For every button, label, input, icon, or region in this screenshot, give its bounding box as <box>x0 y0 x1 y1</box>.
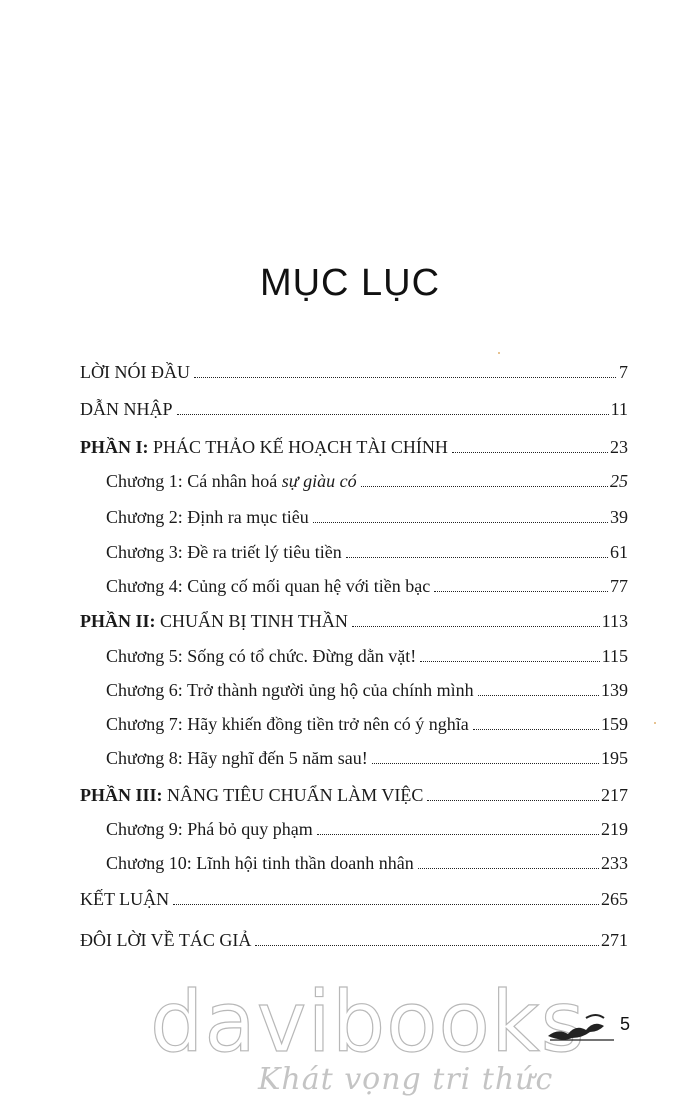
toc-entry-text: Chương 10: Lĩnh hội tinh thần doanh nhân <box>106 853 414 873</box>
toc-entry-title <box>106 852 414 874</box>
toc-entry-text: ĐÔI LỜI VỀ TÁC GIẢ <box>80 930 252 950</box>
publisher-logo-icon <box>546 1010 616 1044</box>
toc-entry-text: Chương 3: Đề ra triết lý tiêu tiền <box>106 542 342 562</box>
toc-section-entry <box>80 610 628 632</box>
toc-entry-title <box>80 361 190 383</box>
toc-section-entry <box>80 361 628 383</box>
toc-entry-title <box>106 713 469 735</box>
toc-entry-text: PHÁC THẢO KẾ HOẠCH TÀI CHÍNH <box>148 437 448 457</box>
toc-section-entry <box>80 436 628 458</box>
page-number: 5 <box>620 1014 631 1034</box>
toc-entry-title <box>106 541 342 563</box>
dot-leader <box>452 452 608 453</box>
toc-page-number: 115 <box>601 646 628 666</box>
toc-chapter-entry <box>106 645 628 667</box>
dot-leader <box>473 729 599 730</box>
dot-leader <box>313 522 608 523</box>
toc-entry-text: NÂNG TIÊU CHUẨN LÀM VIỆC <box>162 785 424 805</box>
dot-leader <box>177 414 609 415</box>
toc-page-number: 61 <box>610 542 628 562</box>
toc-chapter-entry <box>106 713 628 735</box>
toc-page-number: 265 <box>601 889 628 909</box>
dot-leader <box>434 591 608 592</box>
toc-entry-text: CHUẨN BỊ TINH THẦN <box>155 611 348 631</box>
toc-page-number: 77 <box>610 576 628 596</box>
toc-page-number: 219 <box>601 819 628 839</box>
toc-part-prefix: PHẦN I: <box>80 437 149 457</box>
toc-entry-title <box>80 784 423 806</box>
toc-page-number: 7 <box>619 362 628 382</box>
toc-entry-italic: sự giàu có <box>281 471 357 491</box>
toc-chapter-entry <box>106 679 628 701</box>
toc-page-number: 113 <box>601 611 628 631</box>
dot-leader <box>352 626 600 627</box>
dot-leader <box>418 868 599 869</box>
toc-entry-title <box>106 679 474 701</box>
toc-entry-text: KẾT LUẬN <box>80 889 170 909</box>
toc-section-entry <box>80 398 628 420</box>
toc-chapter-entry <box>106 818 628 840</box>
watermark-tagline: Khát vọng tri thức <box>258 1062 554 1097</box>
dot-leader <box>317 834 599 835</box>
toc-entry-title <box>80 888 169 910</box>
dot-leader <box>346 557 608 558</box>
watermark-brand: davibooks <box>150 973 586 1071</box>
toc-chapter-entry <box>106 747 628 769</box>
toc-chapter-entry <box>106 575 628 597</box>
toc-section-entry <box>80 929 628 951</box>
toc-page-number: 217 <box>601 785 628 805</box>
toc-section-entry <box>80 888 628 910</box>
dot-leader <box>427 800 599 801</box>
toc-page-number: 195 <box>601 748 628 768</box>
toc-entry-text: Chương 4: Củng cố mối quan hệ với tiền bạc <box>106 576 431 596</box>
toc-entry-title <box>106 506 309 528</box>
dot-leader <box>255 945 599 946</box>
dot-leader <box>372 763 599 764</box>
toc-entry-text: LỜI NÓI ĐẦU <box>80 362 190 382</box>
dot-leader <box>420 661 599 662</box>
dot-leader <box>478 695 599 696</box>
dot-leader <box>173 904 599 905</box>
toc-entry-title <box>106 818 313 840</box>
toc-page-number: 23 <box>610 437 628 457</box>
toc-entry-text: Chương 6: Trở thành người ủng hộ của chính mình <box>106 680 474 700</box>
toc-page-number: 271 <box>601 930 628 950</box>
toc-chapter-entry <box>106 541 628 563</box>
toc-entry-title <box>106 575 430 597</box>
toc-page-number: 233 <box>601 853 628 873</box>
toc-page-number: 159 <box>601 714 628 734</box>
toc-entry-text: Chương 8: Hãy nghĩ đến 5 năm sau! <box>106 748 368 768</box>
toc-entry-text: Chương 2: Định ra mục tiêu <box>106 507 309 527</box>
toc-page-number: 25 <box>610 471 628 491</box>
toc-entry-text: Chương 9: Phá bỏ quy phạm <box>106 819 313 839</box>
toc-chapter-entry <box>106 470 628 492</box>
toc-chapter-entry <box>106 852 628 874</box>
dot-leader <box>361 486 608 487</box>
toc-chapter-entry <box>106 506 628 528</box>
toc-entry-title <box>80 929 251 951</box>
dot-leader <box>194 377 616 378</box>
toc-entry-text: Chương 5: Sống có tổ chức. Đừng dằn vặt! <box>106 646 417 666</box>
toc-entry-title <box>106 747 368 769</box>
page-title: MỤC LỤC <box>259 262 441 304</box>
toc-entry-title <box>106 645 416 667</box>
toc-page-number: 39 <box>610 507 628 527</box>
toc-section-entry <box>80 784 628 806</box>
toc-page-number: 139 <box>601 680 628 700</box>
toc-entry-title <box>80 436 448 458</box>
toc-part-prefix: PHẦN II: <box>80 611 156 631</box>
toc-entry-title <box>106 470 357 492</box>
toc-entry-text: Chương 1: Cá nhân hoá <box>106 471 282 491</box>
toc-entry-title <box>80 398 173 420</box>
toc-entry-title <box>80 610 348 632</box>
toc-entry-text: Chương 7: Hãy khiến đồng tiền trở nên có ý nghĩa <box>106 714 469 734</box>
toc-entry-text: DẪN NHẬP <box>80 399 173 419</box>
toc-part-prefix: PHẦN III: <box>80 785 163 805</box>
toc-page-number: 11 <box>610 399 628 419</box>
